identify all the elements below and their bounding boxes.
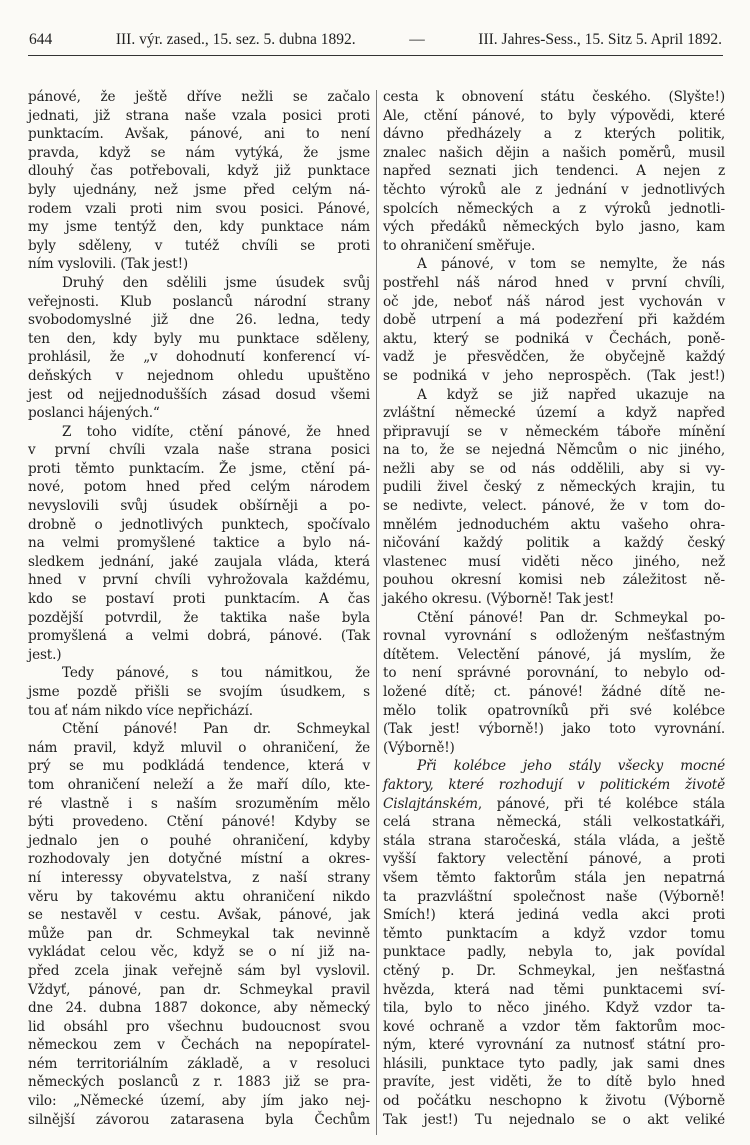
text-line [28, 330, 370, 349]
line-text: pravíte, jest viděti, že to dítě bylo hned [383, 1074, 725, 1091]
text-line [28, 683, 370, 702]
line-text: (Výborně!) [383, 739, 455, 756]
text-line [383, 348, 725, 367]
line-text: ta prazvláštní společnost naše (Výborně! [383, 888, 725, 905]
line-text: době utrpení a má podezření při každém [383, 312, 725, 329]
text-line [383, 218, 725, 237]
line-text: na velmi promyšlené taktice a bylo ná- [28, 535, 370, 552]
line-text: aktu, který se podniká v Čechách, poně- [383, 330, 725, 347]
line-text: dlouhý čas potřebovali, když již punktace [28, 163, 370, 180]
text-line [28, 423, 370, 442]
line-text: jsme pozdě přišli se svojím úsudkem, s [28, 684, 370, 700]
line-text: rodem vzali proti nim svou posici. Pánové, [28, 200, 370, 217]
page-number: 644 [29, 31, 53, 48]
text-line [383, 497, 725, 516]
text-line [28, 664, 370, 683]
line-text: poslanci hájených.“ [28, 405, 160, 422]
line-text: Smích!) která jediná vedla akci proti [383, 907, 725, 924]
text-line [28, 590, 370, 609]
line-text: věru by takovému aktu ohraničení nikdo [28, 888, 370, 905]
text-line [28, 609, 370, 628]
text-line [383, 386, 725, 405]
text-line [28, 125, 370, 144]
text-line [28, 1018, 370, 1037]
text-line [28, 274, 370, 293]
text-line [28, 832, 370, 851]
text-line [383, 609, 725, 628]
text-line [28, 1111, 370, 1130]
line-text: připravují se v německém táboře mínění [383, 423, 725, 440]
line-text: svobodomyslné již dne 26. ledna, tedy [28, 312, 370, 329]
text-line [383, 720, 725, 739]
line-text: mnělém jednoduchém aktu vašeho ohra- [383, 516, 725, 533]
text-line [383, 813, 725, 832]
line-text: silnější závorou zatarasena byla Čechům [28, 1111, 370, 1128]
line-text: postřehl náš národ hned v první chvíli, [383, 274, 725, 291]
text-line [28, 144, 370, 163]
text-line [28, 404, 370, 423]
line-text: vých předáků německých bylo jasno, kam [383, 219, 725, 236]
line-text: ložené dítě; ct. pánové! žádné dítě ne- [383, 684, 725, 700]
text-line [383, 1036, 725, 1055]
line-text: ničování každý politik a každý český [383, 535, 725, 552]
line-text: tila, bylo to něco jiného. Když vzdor ta- [383, 1000, 725, 1017]
text-line [28, 1055, 370, 1074]
text-line [383, 776, 725, 795]
text-line [383, 906, 725, 925]
line-text: pouhou okresní komisi neb záležitost ně- [383, 572, 725, 589]
text-line [28, 478, 370, 497]
text-line [383, 553, 725, 572]
text-line [383, 943, 725, 962]
text-line [383, 664, 725, 683]
text-line [28, 850, 370, 869]
text-line [383, 888, 725, 907]
text-line [383, 181, 725, 200]
text-line [28, 255, 370, 274]
text-line [383, 981, 725, 1000]
text-line [28, 646, 370, 665]
text-line [28, 497, 370, 516]
line-text: nevyslovili svůj úsudek obšírněji a po- [28, 498, 370, 515]
text-line [28, 181, 370, 200]
page-header [29, 31, 722, 51]
text-line [383, 330, 725, 349]
line-text: sledkem jednání, jaké zaujala vláda, která [28, 553, 370, 570]
line-text: ním vyslovili. (Tak jest!) [28, 256, 189, 273]
line-text: hned v první chvíli vyhrožovala každému, [28, 572, 370, 589]
line-text: v první chvíli vzala naše strana posici [28, 442, 370, 459]
line-text: jednalo jen o pouhé ohraničení, kdyby [28, 832, 370, 849]
line-text: pozdější potvrdil, že taktika naše byla [28, 609, 370, 626]
text-line [28, 795, 370, 814]
text-line [28, 813, 370, 832]
text-line [28, 999, 370, 1018]
text-line [28, 534, 370, 553]
text-line [28, 888, 370, 907]
text-line [28, 962, 370, 981]
text-line [383, 1111, 725, 1130]
text-line [28, 720, 370, 739]
line-text: to ohraničení směřuje. [383, 237, 536, 254]
line-text: A když se již napřed ukazuje na [417, 386, 725, 403]
line-text: býti provedeno. Ctění pánové! Kdyby se [28, 814, 370, 831]
text-line [28, 906, 370, 925]
line-text: Ctění pánové! Pan dr. Schmeykal po- [417, 609, 725, 626]
text-line [28, 441, 370, 460]
text-line [383, 125, 725, 144]
line-text: se podniká v jeho neprospěch. (Tak jest!) [383, 367, 725, 384]
right-column [383, 88, 725, 1129]
line-text: jakého okresu. (Výborně! Tak jest! [383, 591, 615, 608]
line-text: spolcích německých a z výroků jednotli- [383, 200, 725, 217]
line-text: veřejnosti. Klub poslanců národní strany [28, 293, 370, 310]
text-line [383, 869, 725, 888]
line-text: ré vlastně i s naším srozuměním mělo [28, 795, 370, 812]
text-line [383, 293, 725, 312]
line-text: před zcela jinak veřejně sám byl vyslovil. [28, 962, 370, 979]
line-text: byly ujednány, než jsme před celým ná- [28, 181, 370, 198]
line-text: od počátku neschopno k životu (Výborně [383, 1093, 725, 1110]
text-line [383, 571, 725, 590]
text-line [28, 943, 370, 962]
text-line [28, 107, 370, 126]
header-separator: — [409, 31, 425, 48]
line-text: vilo: „Německé území, aby jím jako nej- [28, 1093, 370, 1110]
line-text: ní interessy obyvatelstva, z naší strany [28, 869, 370, 886]
line-text: nové, potom hned před celým národem [28, 479, 370, 496]
line-text: se nedivte, velect. pánové, že v tom do- [383, 498, 725, 515]
line-text: dne 24. dubna 1887 dokonce, aby německý [28, 1000, 370, 1017]
text-line [28, 627, 370, 646]
line-text: drobně o jednotlivých punktech, spočívalo [28, 516, 370, 533]
line-text: to není správné porovnání, to nebylo od- [383, 665, 725, 682]
line-text: promyšlená a velmi dobrá, pánové. (Tak [28, 628, 370, 645]
text-line [28, 571, 370, 590]
line-text: jest.) [28, 646, 62, 663]
line-text: ctěný p. Dr. Schmeykal, jen nešťastná [383, 962, 725, 979]
line-text: německou zem v Čechách na nepopíratel- [28, 1037, 370, 1054]
line-text: Vždyť, pánové, pan dr. Schmeykal pravil [28, 981, 370, 998]
line-text: my jsme tentýž den, kdy punktace nám [28, 219, 370, 236]
text-line [28, 1092, 370, 1111]
line-text: ten den, kdy byly mu punktace sděleny, [28, 330, 370, 347]
text-line [383, 255, 725, 274]
text-line [28, 776, 370, 795]
line-text: nežli aby se od nás oddělili, aby si vy- [383, 460, 725, 477]
text-line [383, 683, 725, 702]
italic-text: Při kolébce jeho stály všecky mocné [417, 758, 725, 775]
line-text: lid obsáhl pro všechnu budoucnost svou [28, 1018, 370, 1035]
line-text: zvláštní německé území a když napřed [383, 405, 725, 422]
line-text: všem těmto faktorům stála jen nepatrná [383, 869, 725, 886]
line-text: prý se mu podkládá tendence, která v [28, 758, 370, 775]
column-divider [376, 90, 377, 1135]
line-text: Ale, ctění pánové, to byly výpovědi, které [383, 107, 725, 124]
text-line [28, 218, 370, 237]
left-column [28, 88, 370, 1129]
text-line [28, 200, 370, 219]
text-line [28, 293, 370, 312]
line-text: vadž je přesvědčen, že obyčejně každý [383, 349, 725, 366]
line-text: německých poslanců z r. 1883 již se pra- [28, 1074, 370, 1091]
text-line [383, 88, 725, 107]
header-rule [28, 55, 723, 56]
line-text: ném territoriálním základě, a v resoluci [28, 1055, 370, 1072]
line-text: tom ohraničení neleží a že maří dílo, kte- [28, 776, 370, 793]
text-line [28, 88, 370, 107]
text-line [28, 311, 370, 330]
line-text: nám pravil, když mluvil o ohraničení, že [28, 739, 370, 756]
text-line [28, 869, 370, 888]
line-text: prohlásil, že „v dohodnutí konferencí ví- [28, 349, 370, 366]
line-text: kové ochraně a vzdor těm faktorům moc- [383, 1018, 725, 1035]
line-text: dítětem. Velectění pánové, já myslím, že [383, 646, 725, 663]
line-text: , pánové, při té kolébce stála [477, 795, 725, 812]
text-line [383, 590, 725, 609]
text-line [383, 739, 725, 758]
text-line [383, 144, 725, 163]
line-text: na to, že se nejedná Němcům o nic jiného, [383, 442, 725, 459]
line-text: stála strana staročeská, stála vláda, a ještě [383, 832, 725, 849]
italic-text: faktory, které rozhodují v politickém životě [383, 776, 725, 793]
text-line [383, 311, 725, 330]
line-text: vyšší faktory velectění pánové, a proti [383, 851, 725, 868]
line-text: proti těmto punktacím. Že jsme, ctění pá- [28, 460, 370, 477]
line-text: deňských v nejednom ohledu upuštěno [28, 367, 370, 384]
text-line [383, 237, 725, 256]
text-line [28, 1036, 370, 1055]
line-text: Druhý den sdělili jsme úsudek svůj [62, 274, 370, 291]
text-line [28, 1073, 370, 1092]
line-text: napřed seznati jich tendenci. A nejen z [383, 163, 725, 180]
text-line [28, 516, 370, 535]
line-text: znalec našich dějin a našich poměrů, musil [383, 144, 725, 161]
line-text: těmto punktacím a když vzdor tomu [383, 925, 725, 942]
line-text: punktacím. Avšak, pánové, ani to není [28, 126, 370, 143]
line-text: punktace padly, nebyla to, jak povídal [383, 944, 725, 961]
text-line [383, 460, 725, 479]
text-line [383, 850, 725, 869]
line-text: Tedy pánové, s tou námitkou, že [62, 665, 370, 682]
text-line [383, 627, 725, 646]
text-line [383, 1073, 725, 1092]
line-text: rovnal vyrovnání s odloženým nešťastným [383, 628, 725, 645]
text-line [383, 200, 725, 219]
line-text: Tak jest!) Tu nejednalo se o akt veliké [383, 1111, 725, 1128]
italic-text: Cislajtánském [383, 795, 478, 812]
text-line [383, 832, 725, 851]
line-text: ným, které vyrovnání za nutnosť státní pro- [383, 1037, 725, 1054]
line-text: může pan dr. Schmeykal tak nevinně [28, 925, 370, 942]
text-line [28, 757, 370, 776]
text-line [383, 162, 725, 181]
line-text: vlastenec musí viděti něco jiného, než [383, 553, 725, 570]
text-line [383, 441, 725, 460]
text-line [383, 516, 725, 535]
line-text: cesta k obnovení státu českého. (Slyšte!) [383, 89, 725, 105]
text-line [383, 962, 725, 981]
line-text: pravda, když se nám vytýká, že jsme [28, 144, 370, 161]
text-line [383, 702, 725, 721]
line-text: jest od nejjednodušších zásad dosud všemi [28, 386, 370, 403]
text-line [28, 237, 370, 256]
text-line [28, 348, 370, 367]
line-text: se nestavěl v cestu. Avšak, pánové, jak [28, 907, 370, 924]
line-text: jednati, již strana naše vzala posici proti [28, 107, 370, 124]
text-line [28, 553, 370, 572]
text-line [383, 478, 725, 497]
text-line [28, 981, 370, 1000]
line-text: A pánové, v tom se nemylte, že nás [417, 256, 725, 273]
line-text: pudili živel český z německých krajin, tu [383, 479, 725, 496]
text-line [383, 1055, 725, 1074]
line-text: tou ať nám nikdo více nepřichází. [28, 702, 253, 719]
line-text: mělo tolik opatrovníků při své kolébce [383, 702, 725, 719]
line-text: těchto výroků ale z jednání v jednotlivých [383, 181, 725, 198]
header-czech: III. výr. zased., 15. sez. 5. dubna 1892. [115, 31, 356, 48]
line-text: byly sděleny, v tutéž chvíli se proti [28, 237, 370, 254]
text-line [28, 386, 370, 405]
text-line [383, 107, 725, 126]
text-line [383, 999, 725, 1018]
line-text: pánové, že ještě dříve nežli se začalo [28, 89, 370, 105]
text-line [383, 1092, 725, 1111]
text-line [28, 460, 370, 479]
text-line [28, 367, 370, 386]
line-text: oč jde, neboť náš národ jest vychován v [383, 293, 725, 310]
line-text: (Tak jest! výborně!) jako toto vyrovnání. [383, 721, 725, 738]
line-text: Ctění pánové! Pan dr. Schmeykal [62, 721, 370, 738]
line-text: kdo se postaví proti punktacím. A čas [28, 591, 370, 608]
line-text: celá strana německá, stáli velkostatkáři, [383, 814, 725, 831]
text-line [383, 757, 725, 776]
text-line [383, 423, 725, 442]
line-text: dávno předházely a z kterých politik, [383, 126, 725, 143]
text-line [383, 404, 725, 423]
text-line [28, 739, 370, 758]
text-line [383, 795, 725, 814]
line-text: Z toho vidíte, ctění pánové, že hned [62, 423, 370, 440]
text-line [383, 925, 725, 944]
text-line [28, 702, 370, 721]
line-text: hvězda, která nad těmi punktacemi sví- [383, 981, 725, 998]
text-line [383, 274, 725, 293]
text-line [28, 162, 370, 181]
line-text: hlásili, punktace tyto padly, jak sami dnes [383, 1055, 725, 1072]
text-line [28, 925, 370, 944]
header-german: III. Jahres-Sess., 15. Sitz 5. April 1892. [478, 31, 722, 48]
text-line [383, 646, 725, 665]
text-line [383, 534, 725, 553]
text-line [383, 1018, 725, 1037]
line-text: vykládat celou věc, když se o ní již na- [28, 944, 370, 961]
text-line [383, 367, 725, 386]
line-text: rozhodovaly jen dotyčné místní a okres- [28, 851, 370, 868]
